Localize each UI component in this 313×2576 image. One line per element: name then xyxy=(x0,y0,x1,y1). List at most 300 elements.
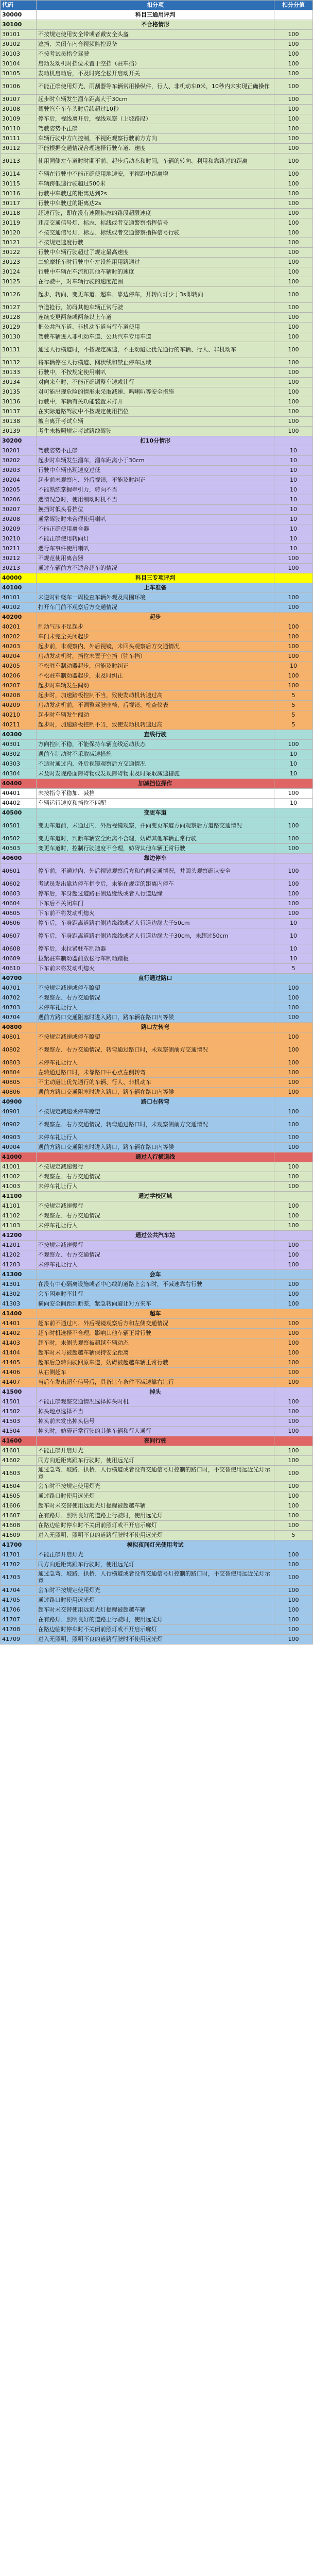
row-score: 100 xyxy=(274,378,313,387)
row-score xyxy=(274,1540,313,1550)
table-row xyxy=(1,1511,313,1521)
row-code: 40904 xyxy=(1,1143,37,1152)
row-score: 100 xyxy=(274,199,313,208)
row-description: 从右侧超车 xyxy=(37,1368,274,1377)
row-score xyxy=(274,854,313,863)
row-description: 未停车礼让行人 xyxy=(37,1260,274,1269)
table-row xyxy=(1,30,313,40)
table-row xyxy=(1,1605,313,1615)
table-row xyxy=(1,928,313,944)
table-row xyxy=(1,879,313,889)
row-score: 100 xyxy=(274,1172,313,1181)
row-score: 100 xyxy=(274,1625,313,1634)
row-code: 30208 xyxy=(1,515,37,524)
section-row xyxy=(1,1153,313,1162)
row-code: 40608 xyxy=(1,944,37,954)
row-code: 41605 xyxy=(1,1492,37,1501)
row-score xyxy=(274,974,313,983)
row-description: 不松驻车制动器起步，但能及时纠正 xyxy=(37,662,274,671)
row-description: 不能正确使用转向灯 xyxy=(37,534,274,544)
row-code: 41201 xyxy=(1,1241,37,1250)
row-score: 100 xyxy=(274,1492,313,1501)
row-score: 10 xyxy=(274,495,313,504)
row-description: 在行驶中，对车辆行驶的速度范围 xyxy=(37,277,274,286)
row-description: 未停车礼让行人 xyxy=(37,1003,274,1012)
table-row xyxy=(1,789,313,799)
table-row xyxy=(1,1570,313,1586)
table-row xyxy=(1,446,313,456)
row-score: 100 xyxy=(274,30,313,39)
row-score: 100 xyxy=(274,1501,313,1511)
row-description: 遇行车事件使用喇叭 xyxy=(37,544,274,553)
row-description: 超车后急转向驶回原车道，妨碍被超越车辆正常行驶 xyxy=(37,1358,274,1367)
row-description: 遮挡、关闭车内音视频监控设备 xyxy=(37,40,274,49)
table-row xyxy=(1,228,313,238)
row-score: 100 xyxy=(274,622,313,632)
row-description: 加减挡位操作 xyxy=(37,779,274,788)
row-code: 40304 xyxy=(1,769,37,778)
section-row xyxy=(1,436,313,446)
table-row xyxy=(1,1446,313,1456)
table-row xyxy=(1,179,313,189)
row-code: 30129 xyxy=(1,323,37,332)
row-description: 靠边停车 xyxy=(37,854,274,863)
row-description: 掉头时，妨碍正常行驶的其他车辆和行人通行 xyxy=(37,1427,274,1436)
row-code: 40610 xyxy=(1,964,37,973)
row-score xyxy=(274,436,313,446)
row-code: 40206 xyxy=(1,671,37,681)
row-description: 遇前方路口交通阻塞时进入路口，路车辆在路口内等候 xyxy=(37,1088,274,1097)
row-score: 100 xyxy=(274,258,313,267)
row-code: 30116 xyxy=(1,189,37,198)
table-header xyxy=(1,1,313,10)
row-score: 100 xyxy=(274,79,313,94)
row-code: 40102 xyxy=(1,603,37,612)
row-code: 40208 xyxy=(1,691,37,700)
row-description: 夜间行驶 xyxy=(37,1436,274,1446)
row-code: 30121 xyxy=(1,238,37,247)
row-code: 41606 xyxy=(1,1501,37,1511)
table-row xyxy=(1,69,313,79)
section-row xyxy=(1,613,313,622)
row-code: 40603 xyxy=(1,889,37,899)
row-score: 10 xyxy=(274,919,313,928)
row-score: 100 xyxy=(274,1615,313,1624)
row-score xyxy=(274,1231,313,1240)
row-description: 同方向近距离跟车行驶时，使用远光灯 xyxy=(37,1560,274,1569)
section-row xyxy=(1,583,313,593)
table-row xyxy=(1,691,313,701)
row-description: 不观察左、右方交通情况，转弯通过路口时，未观察侧前方交通情况 xyxy=(37,1117,274,1132)
header-code: 代码 xyxy=(1,1,37,10)
row-score: 100 xyxy=(274,1003,313,1012)
row-description: 行驶中车辆在车流和其他车辆时的速度 xyxy=(37,267,274,277)
row-description: 通过路口时使用远光灯 xyxy=(37,1492,274,1501)
row-code: 41202 xyxy=(1,1250,37,1260)
row-code: 30211 xyxy=(1,544,37,553)
row-code: 41501 xyxy=(1,1397,37,1406)
row-score: 100 xyxy=(274,1221,313,1230)
table-row xyxy=(1,834,313,844)
row-code: 40500 xyxy=(1,808,37,818)
row-description: 未停车礼让行人 xyxy=(37,1058,274,1067)
section-row xyxy=(1,1192,313,1201)
row-description: 会车时不按规定使用灯光 xyxy=(37,1586,274,1595)
row-score: 5 xyxy=(274,964,313,973)
row-description: 停车后，视线离开后，视线观察（上坡路段） xyxy=(37,114,274,124)
table-row xyxy=(1,1427,313,1436)
row-score: 100 xyxy=(274,342,313,358)
row-code: 40806 xyxy=(1,1088,37,1097)
row-code: 30101 xyxy=(1,30,37,39)
row-score: 10 xyxy=(274,750,313,759)
row-description: 车辆运行速度和挡位不匹配 xyxy=(37,799,274,808)
row-score xyxy=(274,1270,313,1279)
row-code: 41602 xyxy=(1,1456,37,1465)
row-score: 100 xyxy=(274,844,313,853)
row-code: 30135 xyxy=(1,387,37,397)
table-row xyxy=(1,632,313,642)
table-row xyxy=(1,1329,313,1338)
row-description: 拉紧驻车制动器前放松行车制动踏板 xyxy=(37,954,274,963)
row-description: 不合格情形 xyxy=(37,20,274,29)
row-code: 41405 xyxy=(1,1358,37,1367)
row-code: 30137 xyxy=(1,407,37,416)
row-description: 不能正确开启灯光 xyxy=(37,1550,274,1560)
row-score: 100 xyxy=(274,1078,313,1087)
table-row xyxy=(1,1042,313,1058)
row-score: 100 xyxy=(274,1280,313,1289)
row-description: 不能根据交通情况合理选择行驶车道、速度 xyxy=(37,144,274,153)
row-code: 41706 xyxy=(1,1605,37,1615)
row-code: 41403 xyxy=(1,1338,37,1348)
row-code: 30117 xyxy=(1,199,37,208)
row-score: 100 xyxy=(274,228,313,238)
row-score xyxy=(274,1309,313,1318)
table-row xyxy=(1,1241,313,1250)
row-code: 40900 xyxy=(1,1097,37,1107)
row-description: 科目三通用评判 xyxy=(37,10,274,20)
row-score: 100 xyxy=(274,1378,313,1387)
table-row xyxy=(1,1117,313,1133)
row-description: 未停车礼让行人 xyxy=(37,1221,274,1230)
row-description: 超车前不通过内、外后视镜观察后方和左侧交通情况 xyxy=(37,1319,274,1328)
row-code: 40503 xyxy=(1,844,37,853)
section-row xyxy=(1,1387,313,1397)
row-score: 100 xyxy=(274,1117,313,1132)
row-code: 30100 xyxy=(1,20,37,29)
table-row xyxy=(1,603,313,613)
row-code: 40300 xyxy=(1,730,37,739)
row-description: 不按规定减速或停车瞭望 xyxy=(37,1107,274,1116)
row-description: 不能正确观察交通情况选择掉头时机 xyxy=(37,1397,274,1406)
row-description: 车门未完全关闭起步 xyxy=(37,632,274,641)
table-row xyxy=(1,1299,313,1309)
table-row xyxy=(1,134,313,144)
row-score: 5 xyxy=(274,1531,313,1540)
row-description: 制动气压不足起步 xyxy=(37,622,274,632)
row-code: 30213 xyxy=(1,564,37,573)
row-description: 起步 xyxy=(37,613,274,622)
row-code: 41401 xyxy=(1,1319,37,1328)
row-description: 下车前不将发动机熄火 xyxy=(37,909,274,918)
row-description: 起步、转向、变更车道、超车、靠边停车，开转向灯少于3s即转向 xyxy=(37,287,274,302)
row-description: 不按规定减速或停车瞭望 xyxy=(37,984,274,993)
row-description: 超车时未交替使用远近光灯提醒被超越车辆 xyxy=(37,1605,274,1615)
row-code: 30127 xyxy=(1,303,37,312)
row-description: 不规范使用离合器 xyxy=(37,554,274,563)
table-row xyxy=(1,681,313,691)
row-code: 41502 xyxy=(1,1407,37,1416)
table-row xyxy=(1,154,313,170)
table-row xyxy=(1,720,313,730)
row-score: 100 xyxy=(274,218,313,228)
title-row xyxy=(1,573,313,583)
table-row xyxy=(1,209,313,218)
row-code: 40903 xyxy=(1,1133,37,1142)
row-score: 100 xyxy=(274,1596,313,1605)
row-description: 不按规定使用安全带或者戴安全头盔 xyxy=(37,30,274,39)
row-score: 100 xyxy=(274,144,313,153)
row-code: 41604 xyxy=(1,1482,37,1491)
row-score: 100 xyxy=(274,889,313,899)
row-code: 40803 xyxy=(1,1058,37,1067)
table-row xyxy=(1,1088,313,1097)
row-description: 在有路灯、照明良好的道路上行驶时，使用远光灯 xyxy=(37,1511,274,1520)
row-score: 100 xyxy=(274,1427,313,1436)
row-description: 下车前未将发动机熄火 xyxy=(37,964,274,973)
row-description: 二轮摩托车时行驶中车左设施用用路通过 xyxy=(37,258,274,267)
row-code: 41301 xyxy=(1,1280,37,1289)
row-code: 40701 xyxy=(1,984,37,993)
row-code: 30201 xyxy=(1,446,37,455)
section-row xyxy=(1,1097,313,1107)
row-code: 40901 xyxy=(1,1107,37,1116)
row-description: 考试员发出靠边停车指令后，未能在规定的距离内停车 xyxy=(37,879,274,889)
row-description: 驾驶汽车车车头时后续超过10秒 xyxy=(37,105,274,114)
table-row xyxy=(1,495,313,505)
table-row xyxy=(1,358,313,368)
row-description: 横向安全间距判断差，紧急转向避让对方来车 xyxy=(37,1299,274,1309)
row-description: 通过人行横道线 xyxy=(37,1153,274,1162)
table-row xyxy=(1,1407,313,1417)
row-score: 100 xyxy=(274,1042,313,1058)
row-score xyxy=(274,779,313,788)
row-score: 10 xyxy=(274,524,313,534)
row-score: 100 xyxy=(274,554,313,563)
row-code: 30110 xyxy=(1,124,37,133)
row-score: 100 xyxy=(274,1299,313,1309)
row-description: 变更车道 xyxy=(37,808,274,818)
row-code: 40205 xyxy=(1,662,37,671)
row-description: 通过学校区域 xyxy=(37,1192,274,1201)
row-score: 100 xyxy=(274,652,313,661)
row-description: 模拟夜间灯光使用考试 xyxy=(37,1540,274,1550)
row-score: 10 xyxy=(274,928,313,944)
row-description: 通过车辆前方不适合超车的情况 xyxy=(37,564,274,573)
row-code: 41203 xyxy=(1,1260,37,1269)
row-description: 进入无照明、照明不良的道路行驶时不使用远光灯 xyxy=(37,1531,274,1540)
section-row xyxy=(1,974,313,984)
row-description: 使用同侧左车道时时期不前、起步后动态和时间，车辆的转向、利用和靠路过的距离 xyxy=(37,154,274,169)
row-score: 100 xyxy=(274,834,313,843)
row-score: 100 xyxy=(274,1570,313,1585)
row-description: 行驶中，车辆有关功能装置未打开 xyxy=(37,397,274,406)
table-row xyxy=(1,622,313,632)
row-code: 30200 xyxy=(1,436,37,446)
row-code: 41702 xyxy=(1,1560,37,1569)
table-row xyxy=(1,49,313,59)
table-row xyxy=(1,114,313,124)
row-score: 100 xyxy=(274,59,313,69)
table-row xyxy=(1,1492,313,1501)
row-score: 100 xyxy=(274,603,313,612)
row-description: 启动发动机时挡位未置于空挡（驻车挡） xyxy=(37,59,274,69)
table-row xyxy=(1,1319,313,1329)
table-row xyxy=(1,652,313,662)
table-row xyxy=(1,1635,313,1645)
table-row xyxy=(1,1280,313,1290)
row-description: 超车时未交替使用远近光灯提醒被超越车辆 xyxy=(37,1501,274,1511)
table-row xyxy=(1,287,313,303)
row-description: 不观察左、右方交通情况 xyxy=(37,1250,274,1260)
row-score xyxy=(274,1097,313,1107)
table-row xyxy=(1,769,313,779)
row-score: 10 xyxy=(274,476,313,485)
row-description: 不观察左、右方交通情况 xyxy=(37,993,274,1003)
row-score: 100 xyxy=(274,1348,313,1358)
row-description: 车辆跨低速行驶超过500米 xyxy=(37,179,274,189)
row-code: 30109 xyxy=(1,114,37,124)
row-score xyxy=(274,730,313,739)
row-description: 不能正确开启灯光 xyxy=(37,1446,274,1455)
row-description: 超车时机选择不合理，影响其他车辆正常行驶 xyxy=(37,1329,274,1338)
row-score: 100 xyxy=(274,863,313,879)
row-score: 100 xyxy=(274,267,313,277)
row-description: 停车后，车身超过道路右侧边缘线或者人行道边缘 xyxy=(37,889,274,899)
table-row xyxy=(1,1078,313,1088)
table-row xyxy=(1,1560,313,1570)
row-description: 起步前未观察内、外后视镜，不能及时纠正 xyxy=(37,476,274,485)
table-row xyxy=(1,1615,313,1625)
row-code: 30202 xyxy=(1,456,37,465)
row-score: 100 xyxy=(274,170,313,179)
row-code: 41000 xyxy=(1,1153,37,1162)
row-description: 超速行驶，即在没有速限标志的路段超限速度 xyxy=(37,209,274,218)
row-code: 40804 xyxy=(1,1068,37,1077)
row-code: 40000 xyxy=(1,573,37,583)
table-row xyxy=(1,1107,313,1117)
table-row xyxy=(1,342,313,358)
table-row xyxy=(1,1172,313,1182)
row-code: 40202 xyxy=(1,632,37,641)
row-score: 100 xyxy=(274,124,313,133)
row-description: 未停车礼让行人 xyxy=(37,1182,274,1191)
row-code: 41002 xyxy=(1,1172,37,1181)
row-description: 擅自离开考试车辆 xyxy=(37,417,274,426)
row-score: 100 xyxy=(274,69,313,78)
row-description: 行驶中车辆行驶超过了规定最高速度 xyxy=(37,248,274,257)
row-description: 不按规定速度行驶 xyxy=(37,238,274,247)
table-row xyxy=(1,1397,313,1407)
row-code: 40200 xyxy=(1,613,37,622)
table-row xyxy=(1,199,313,209)
row-code: 41600 xyxy=(1,1436,37,1446)
row-code: 40801 xyxy=(1,1032,37,1042)
title-row xyxy=(1,10,313,20)
row-code: 41101 xyxy=(1,1201,37,1211)
row-score: 100 xyxy=(274,1635,313,1644)
table-row xyxy=(1,1586,313,1596)
table-row xyxy=(1,1003,313,1013)
row-code: 30108 xyxy=(1,105,37,114)
row-code: 30107 xyxy=(1,95,37,104)
row-description: 通过急弯、坡路、拱桥、人行横道或者没有交通信号灯控制的路口时，不交替使用远近光灯示意 xyxy=(37,1570,274,1585)
row-score: 100 xyxy=(274,593,313,602)
row-description: 不按规定减速慢行 xyxy=(37,1201,274,1211)
row-description: 未逆时针绕车一周检查车辆外观及周围环境 xyxy=(37,593,274,602)
row-code: 30136 xyxy=(1,397,37,406)
row-code: 30120 xyxy=(1,228,37,238)
section-row xyxy=(1,1270,313,1280)
table-row xyxy=(1,303,313,313)
row-code: 40800 xyxy=(1,1023,37,1032)
row-code: 30204 xyxy=(1,476,37,485)
table-row xyxy=(1,277,313,287)
row-score: 100 xyxy=(274,1521,313,1530)
row-description: 会车时不按规定使用灯光 xyxy=(37,1482,274,1491)
row-score: 100 xyxy=(274,427,313,436)
row-code: 41705 xyxy=(1,1596,37,1605)
row-description: 车辆行驶中方向控制，平视距观察行驶前方方向 xyxy=(37,134,274,143)
table-row xyxy=(1,1133,313,1143)
row-code: 40302 xyxy=(1,750,37,759)
row-code: 41302 xyxy=(1,1290,37,1299)
row-description: 通过人行横道时，不按规定减速，不主动避让优先通行的车辆、行人、非机动车 xyxy=(37,342,274,358)
row-code: 40605 xyxy=(1,909,37,918)
table-row xyxy=(1,799,313,808)
row-code: 41709 xyxy=(1,1635,37,1644)
row-code: 30132 xyxy=(1,358,37,367)
table-row xyxy=(1,387,313,397)
row-code: 30115 xyxy=(1,179,37,189)
table-row xyxy=(1,248,313,258)
row-code: 40902 xyxy=(1,1117,37,1132)
row-code: 40402 xyxy=(1,799,37,808)
table-row xyxy=(1,889,313,899)
table-row xyxy=(1,407,313,417)
row-description: 驾驶姿势不正确 xyxy=(37,446,274,455)
row-description: 超车 xyxy=(37,1309,274,1318)
row-code: 40303 xyxy=(1,759,37,769)
row-score: 100 xyxy=(274,993,313,1003)
row-description: 通过路口时使用远光灯 xyxy=(37,1596,274,1605)
row-description: 路口右转弯 xyxy=(37,1097,274,1107)
row-description: 发动机启动后，不及时完全松开启动开关 xyxy=(37,69,274,78)
table-row xyxy=(1,267,313,277)
row-code: 41707 xyxy=(1,1615,37,1624)
row-code: 30104 xyxy=(1,59,37,69)
table-row xyxy=(1,1521,313,1531)
row-code: 41303 xyxy=(1,1299,37,1309)
row-code: 30207 xyxy=(1,505,37,514)
row-code: 41701 xyxy=(1,1550,37,1560)
row-score: 100 xyxy=(274,1013,313,1022)
row-score: 100 xyxy=(274,1550,313,1560)
row-score: 100 xyxy=(274,1211,313,1221)
table-row xyxy=(1,218,313,228)
row-description: 路口左转弯 xyxy=(37,1023,274,1032)
